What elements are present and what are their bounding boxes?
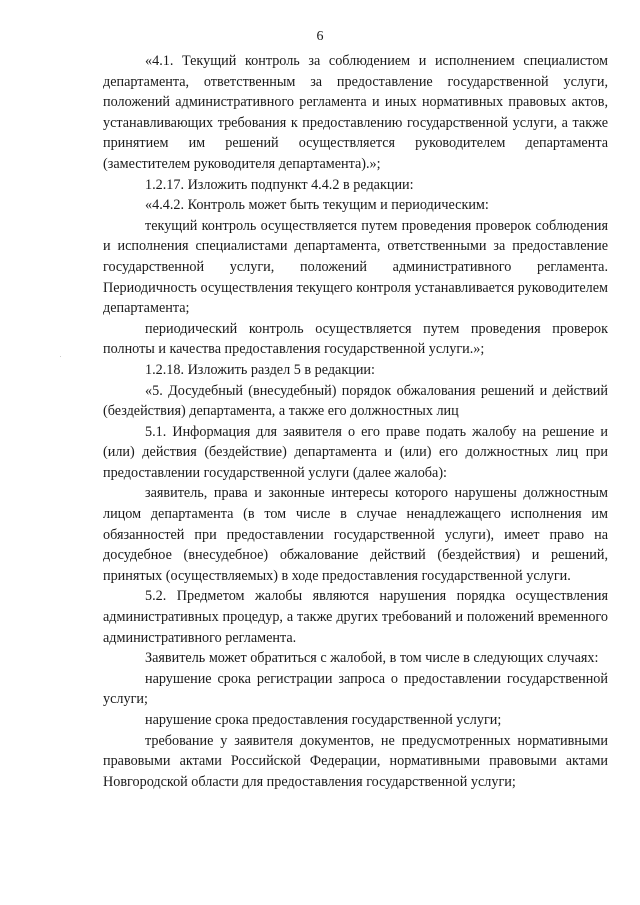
paragraph-5-2: 5.2. Предметом жалобы являются нарушения порядка осуществления административных процедур, а также других требований и положений временного административного регламента. <box>103 588 608 646</box>
paragraph-5-1: 5.1. Информация для заявителя о его праве подать жалобу на решение и (или) действия (бездействие) департамента и (или) его должностных лиц при предоставлении государственной услуги (далее жалоба): <box>103 423 608 481</box>
paragraph-complaint-cases: Заявитель может обратиться с жалобой, в том числе в следующих случаях: <box>145 650 599 667</box>
page-number: 6 <box>316 29 324 44</box>
paragraph-1-2-17: 1.2.17. Изложить подпункт 4.4.2 в редакции: <box>145 176 414 193</box>
paragraph-4-1: «4.1. Текущий контроль за соблюдением и исполнением специалистом департамента, ответственным за предоставление государственной услуги, положений административного регламента и иных нормативных правовых актов, устанавливающих требования к предоставлению государственной услуги, а также принятием им решений осуществляется руководителем департамента (заместителем руководителя департамента).»; <box>103 53 608 172</box>
paragraph-periodic-control: периодический контроль осуществляется путем проведения проверок полноты и качества предоставления государственной услуги.»; <box>103 320 608 358</box>
list-item-service-deadline: нарушение срока предоставления государственной услуги; <box>145 712 502 728</box>
list-item-extra-documents: требование у заявителя документов, не предусмотренных нормативными правовыми актами Российской Федерации, нормативными правовыми актами Новгородской области для предоставления государственной услуги; <box>103 732 608 790</box>
section-5-heading: «5. Досудебный (внесудебный) порядок обжалования решений и действий (бездействия) департамента, а также его должностных лиц <box>103 382 608 420</box>
paragraph-current-control: текущий контроль осуществляется путем проведения проверок соблюдения и исполнения специалистами департамента, ответственными за предоставление государственной услуги, положений административного регламента. Периодичность осуществления текущего контроля устанавливается руководителем департамента; <box>103 217 608 317</box>
document-body <box>103 51 608 792</box>
margin-mark <box>60 356 61 357</box>
paragraph-applicant-right: заявитель, права и законные интересы которого нарушены должностным лицом департамента (в том числе в случае ненадлежащего исполнения им обязанностей при предоставлении государственной услуги), имеет право на досудебное (внесудебное) обжалование действий (бездействия) и решений, принятых (осуществляемых) в ходе предоставления государственной услуги. <box>103 485 608 584</box>
paragraph-1-2-18: 1.2.18. Изложить раздел 5 в редакции: <box>145 361 375 378</box>
list-item-registration-deadline: нарушение срока регистрации запроса о предоставлении государственной услуги; <box>103 670 608 708</box>
paragraph-4-4-2: «4.4.2. Контроль может быть текущим и периодическим: <box>145 197 489 214</box>
